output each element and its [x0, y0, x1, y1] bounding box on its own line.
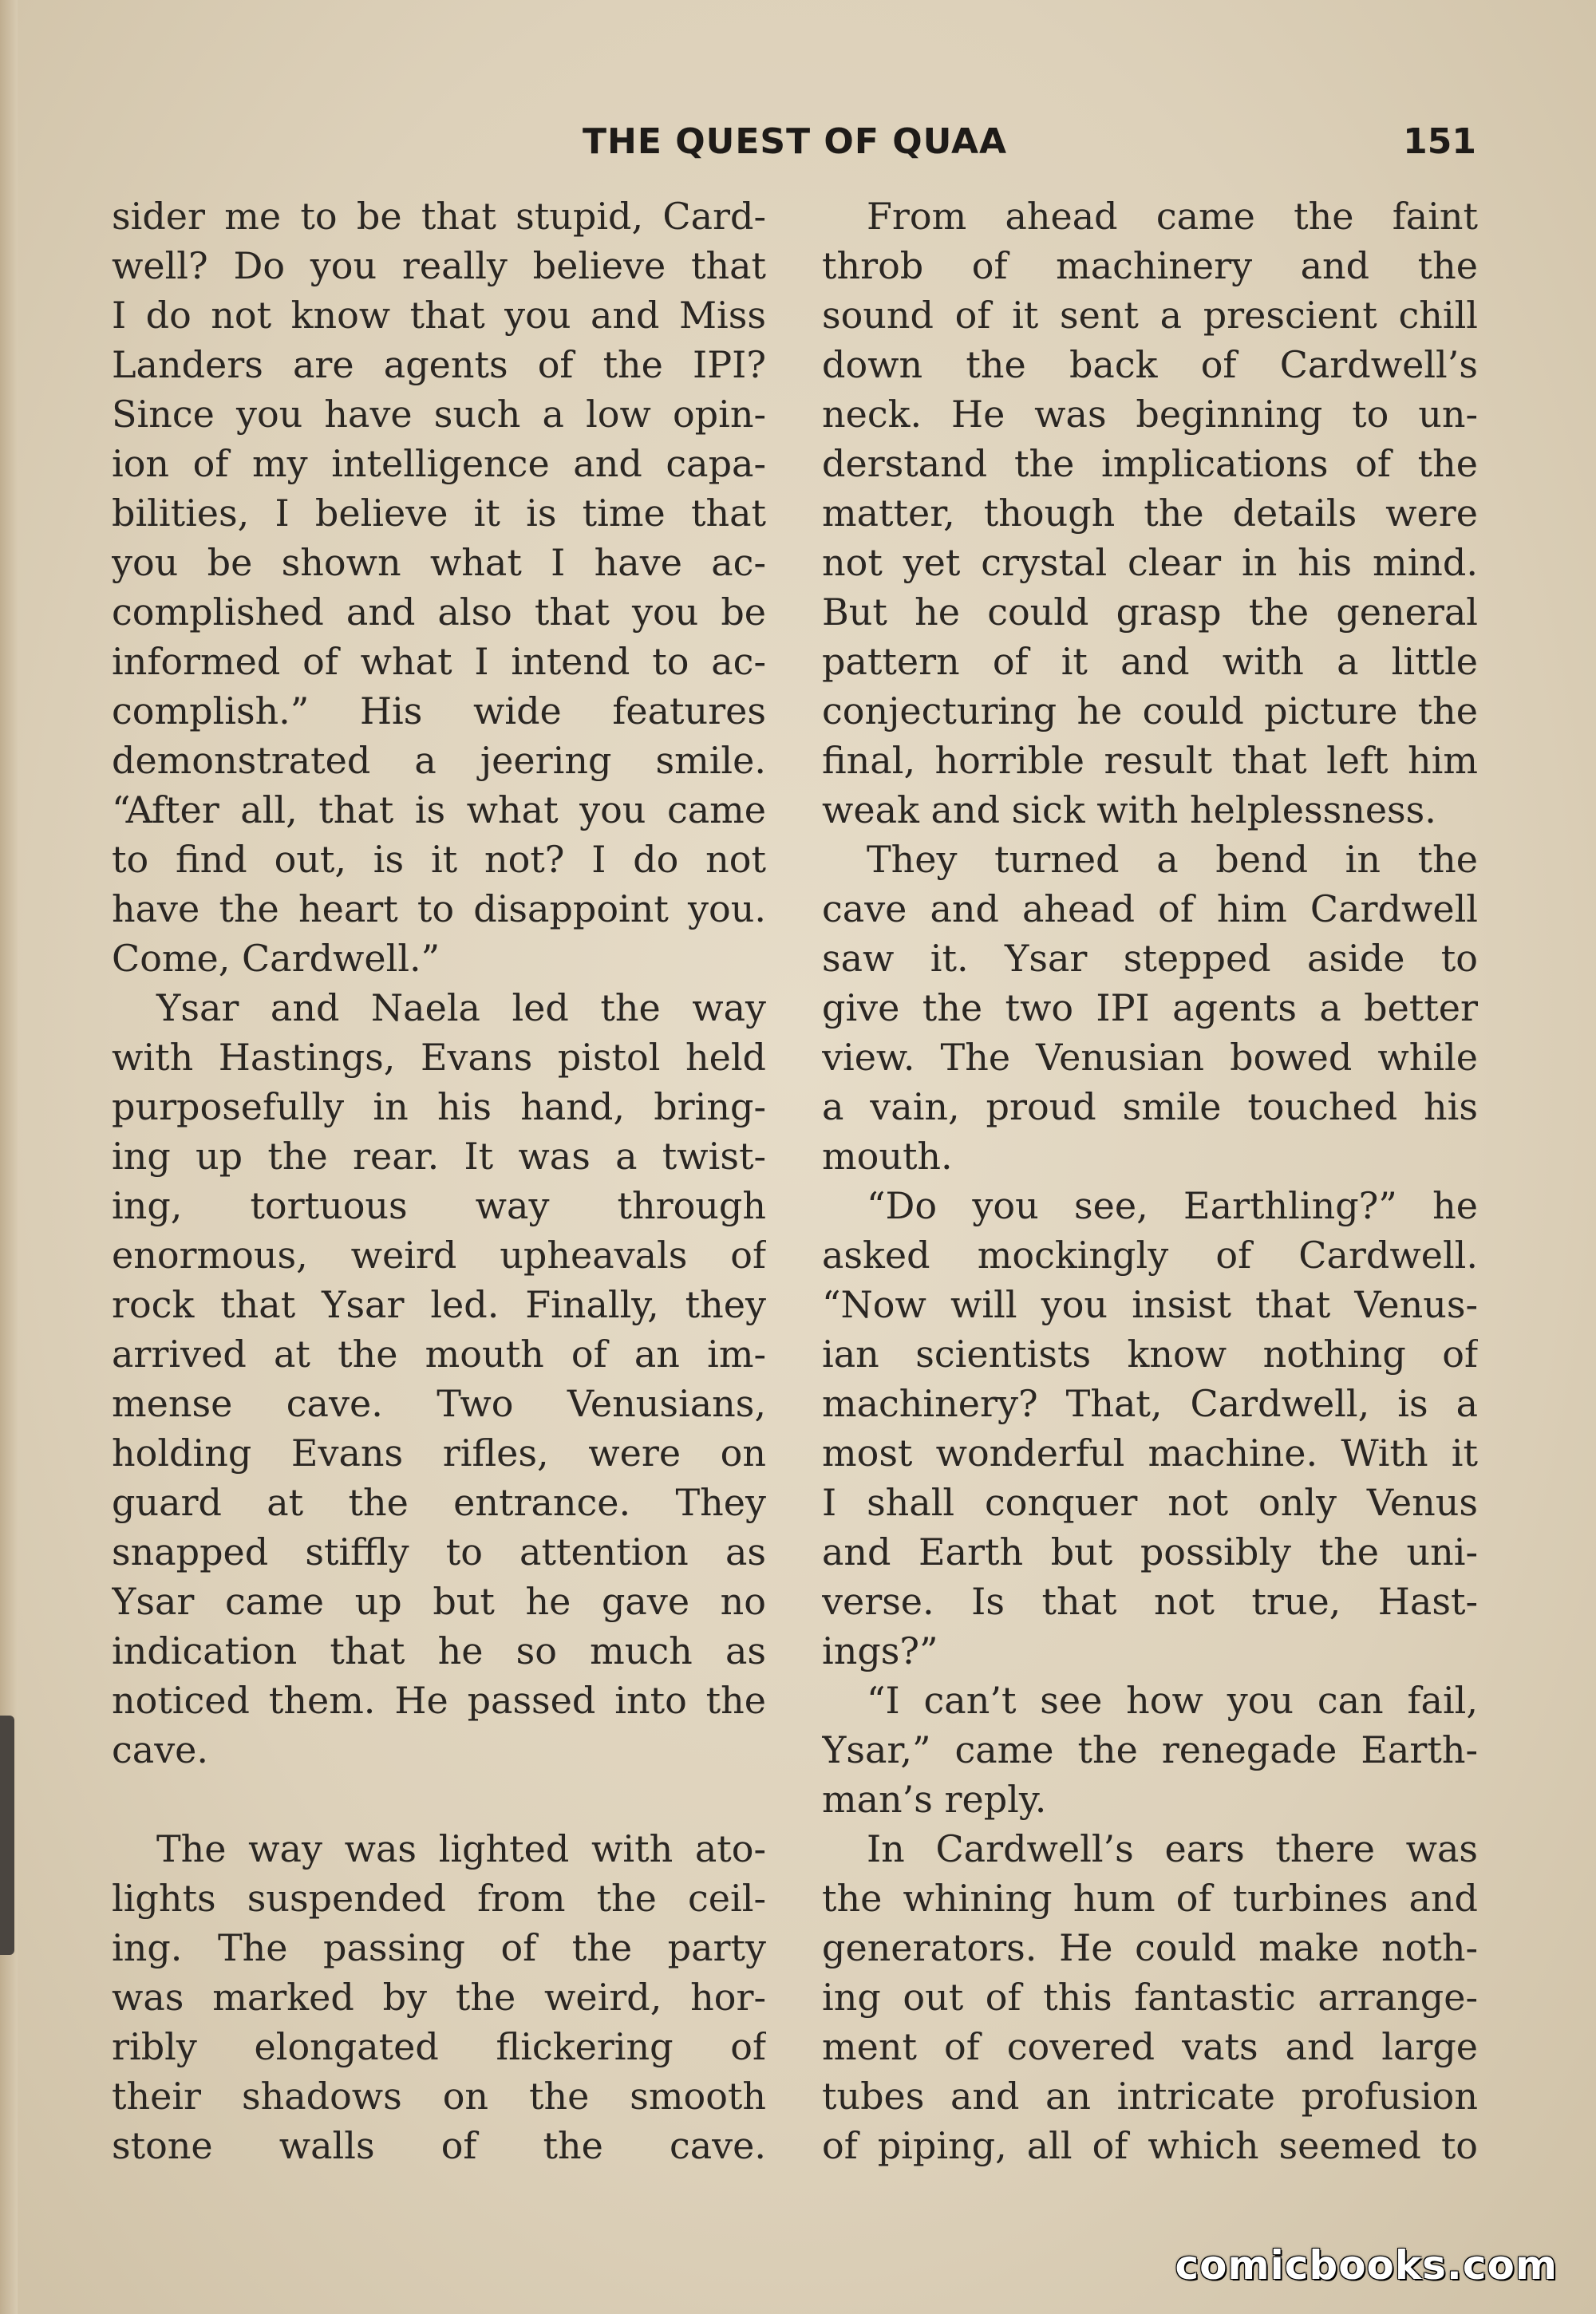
text-line: with Hastings, Evans pistol held: [112, 1036, 766, 1079]
text-line: and Earth but possibly the uni-: [822, 1530, 1478, 1574]
paragraph-start-line: “Do you see, Earthling?” he: [867, 1184, 1478, 1227]
text-line: neck. He was beginning to un-: [822, 393, 1478, 436]
text-line: ribly elongated flickering of: [112, 2025, 766, 2068]
text-line: a vain, proud smile touched his: [822, 1085, 1478, 1128]
text-line: stone walls of the cave.: [112, 2124, 766, 2167]
text-line: verse. Is that not true, Hast-: [822, 1580, 1478, 1623]
left-column: [112, 192, 766, 2170]
paragraph-start-line: The way was lighted with ato-: [156, 1827, 766, 1870]
text-line: enormous, weird upheavals of: [112, 1234, 766, 1277]
text-line: rock that Ysar led. Finally, they: [112, 1283, 766, 1326]
text-line: Since you have such a low opin-: [112, 393, 766, 436]
text-line: pattern of it and with a little: [822, 640, 1478, 683]
text-line: asked mockingly of Cardwell.: [822, 1234, 1478, 1277]
text-line: Ysar came up but he gave no: [112, 1580, 766, 1623]
text-line: “Now will you insist that Venus-: [822, 1283, 1478, 1326]
text-line: well? Do you really believe that: [112, 244, 766, 287]
text-line: Ysar,” came the renegade Earth-: [822, 1728, 1478, 1771]
text-line: ion of my intelligence and capa-: [112, 442, 766, 485]
text-line: demonstrated a jeering smile.: [112, 739, 766, 782]
text-line: snapped stiffly to attention as: [112, 1530, 766, 1574]
text-line: indication that he so much as: [112, 1629, 766, 1672]
text-line: tubes and an intricate profusion: [822, 2075, 1478, 2118]
text-line: Come, Cardwell.”: [112, 937, 440, 980]
text-line: guard at the entrance. They: [112, 1481, 766, 1524]
text-line: holding Evans rifles, were on: [112, 1431, 766, 1475]
watermark: comicbooks.com: [1175, 2242, 1558, 2288]
text-line: I shall conquer not only Venus: [822, 1481, 1478, 1524]
text-line: bilities, I believe it is time that: [112, 492, 766, 535]
text-line: ian scientists know nothing of: [822, 1333, 1478, 1376]
text-line: throb of machinery and the: [822, 244, 1478, 287]
text-line: cave.: [112, 1728, 209, 1771]
text-line: ing up the rear. It was a twist-: [112, 1135, 766, 1178]
text-line: down the back of Cardwell’s: [822, 343, 1478, 386]
text-line: sider me to be that stupid, Card-: [112, 195, 766, 238]
text-line: ings?”: [822, 1629, 938, 1672]
right-column: [822, 192, 1478, 2170]
text-line: ing, tortuous way through: [112, 1184, 766, 1227]
text-line: lights suspended from the ceil-: [112, 1877, 766, 1920]
text-line: ing out of this fantastic arrange-: [822, 1976, 1478, 2019]
text-line: conjecturing he could picture the: [822, 689, 1478, 733]
paragraph-start-line: In Cardwell’s ears there was: [867, 1827, 1478, 1870]
text-line: ing. The passing of the party: [112, 1926, 766, 1969]
text-line: complish.” His wide features: [112, 689, 766, 733]
text-line: of piping, all of which seemed to: [822, 2124, 1478, 2167]
text-line: noticed them. He passed into the: [112, 1679, 766, 1722]
text-line: Landers are agents of the IPI?: [112, 343, 766, 386]
text-line: to find out, is it not? I do not: [112, 838, 766, 881]
page-header: [112, 121, 1476, 169]
text-line: most wonderful machine. With it: [822, 1431, 1478, 1475]
text-line: complished and also that you be: [112, 590, 766, 634]
text-line: ment of covered vats and large: [822, 2025, 1478, 2068]
text-line: arrived at the mouth of an im-: [112, 1333, 766, 1376]
text-line: purposefully in his hand, bring-: [112, 1085, 766, 1128]
paragraph-start-line: They turned a bend in the: [867, 838, 1478, 881]
text-line: have the heart to disappoint you.: [112, 887, 766, 930]
text-line: derstand the implications of the: [822, 442, 1478, 485]
text-line: cave and ahead of him Cardwell: [822, 887, 1478, 930]
paragraph-start-line: Ysar and Naela led the way: [156, 986, 766, 1029]
text-line: not yet crystal clear in his mind.: [822, 541, 1478, 584]
text-line: matter, though the details were: [822, 492, 1478, 535]
binding-staple: [0, 1716, 14, 1955]
text-line: machinery? That, Cardwell, is a: [822, 1382, 1478, 1425]
text-line: their shadows on the smooth: [112, 2075, 766, 2118]
running-title: THE QUEST OF QUAA: [583, 121, 1008, 162]
paragraph-start-line: “I can’t see how you can fail,: [867, 1679, 1478, 1722]
text-line: “After all, that is what you came: [112, 788, 766, 831]
page-number: 151: [1403, 121, 1476, 162]
paragraph-start-line: From ahead came the faint: [867, 195, 1478, 238]
text-line: mouth.: [822, 1135, 953, 1178]
text-line: man’s reply.: [822, 1778, 1047, 1821]
text-line: sound of it sent a prescient chill: [822, 294, 1478, 337]
text-line: mense cave. Two Venusians,: [112, 1382, 766, 1425]
text-line: weak and sick with helplessness.: [822, 788, 1436, 831]
text-line: the whining hum of turbines and: [822, 1877, 1478, 1920]
text-line: saw it. Ysar stepped aside to: [822, 937, 1478, 980]
text-line: was marked by the weird, hor-: [112, 1976, 766, 2019]
page-spine: [0, 0, 18, 2314]
text-line: But he could grasp the general: [822, 590, 1478, 634]
text-line: you be shown what I have ac-: [112, 541, 766, 584]
text-line: final, horrible result that left him: [822, 739, 1478, 782]
text-line: informed of what I intend to ac-: [112, 640, 766, 683]
text-line: generators. He could make noth-: [822, 1926, 1478, 1969]
text-line: give the two IPI agents a better: [822, 986, 1478, 1029]
text-line: I do not know that you and Miss: [112, 294, 766, 337]
text-line: view. The Venusian bowed while: [822, 1036, 1478, 1079]
